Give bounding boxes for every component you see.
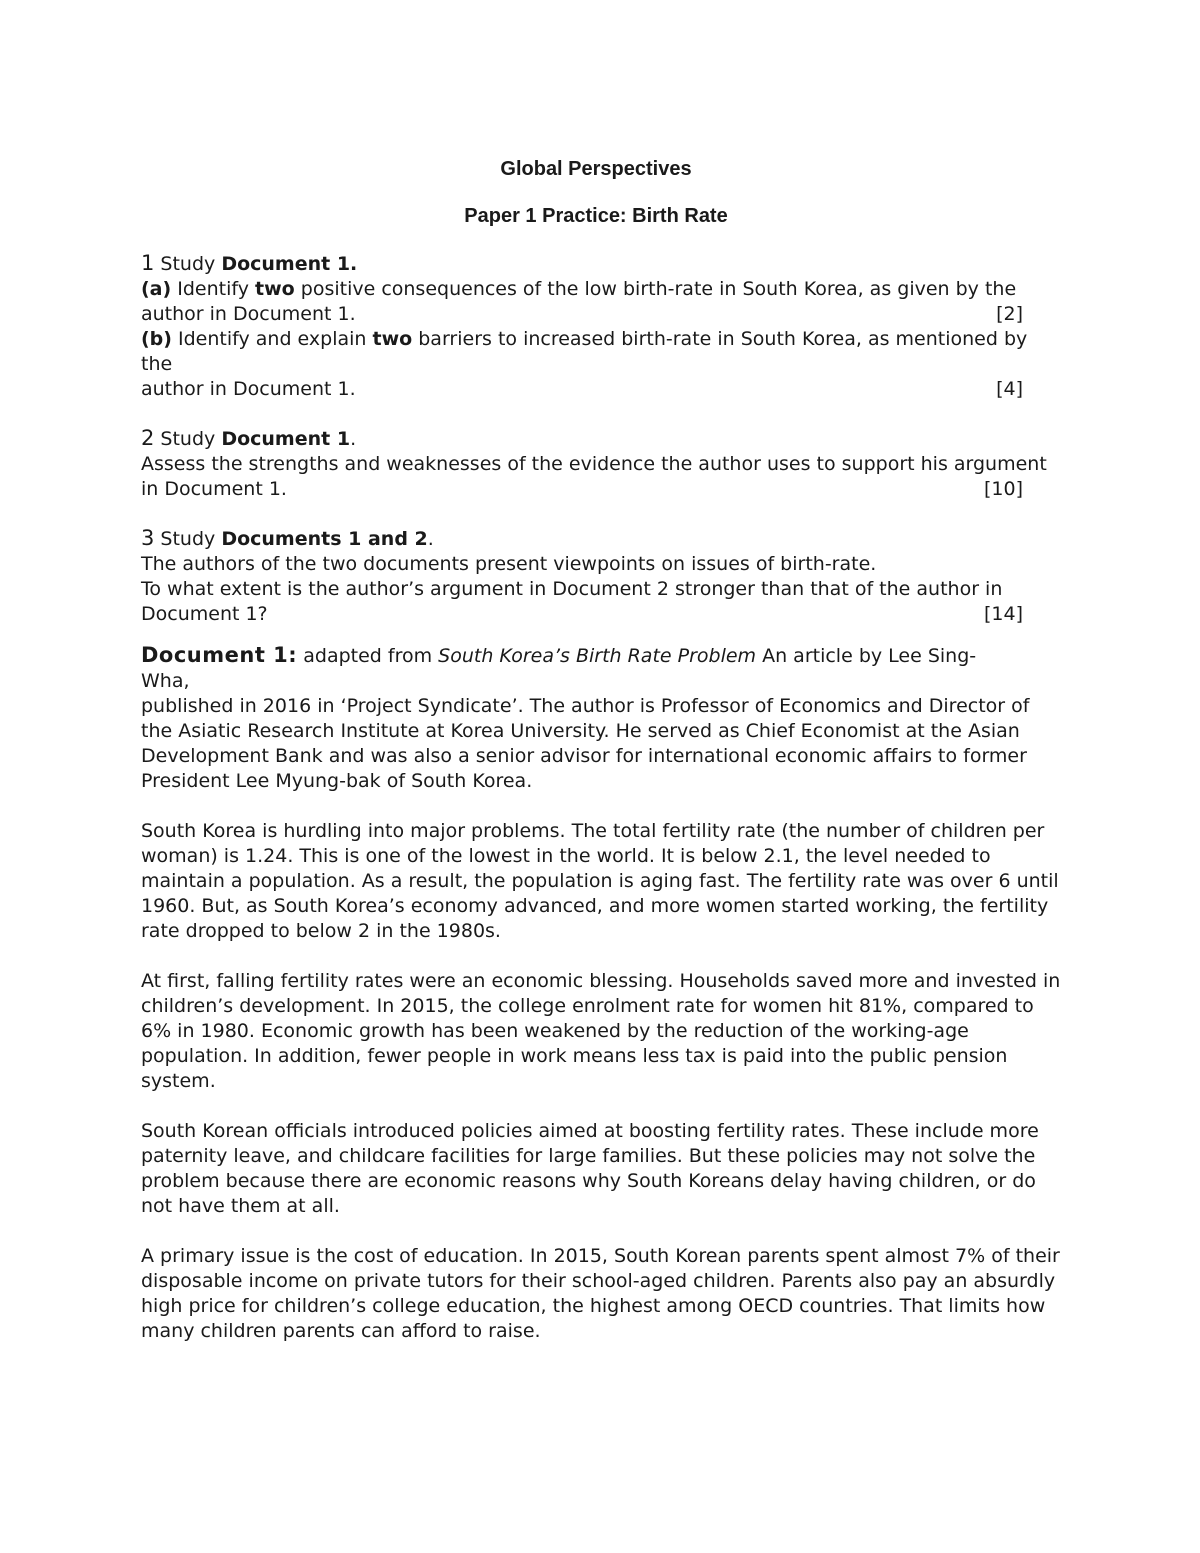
emphasis-two: two	[372, 328, 413, 350]
study-text: Study	[154, 528, 222, 550]
question-1a	[141, 277, 1051, 302]
marks-label: [14]	[983, 603, 1023, 625]
question-3-line3	[141, 602, 1051, 627]
marks-label: [10]	[983, 478, 1023, 500]
document-1-body	[141, 819, 1061, 1344]
question-2-heading	[141, 426, 1051, 452]
paragraph-line: A primary issue is the cost of education. In 2015, South Korean parents spent almost 7% of their	[141, 1245, 1060, 1267]
document-ref: Document 1.	[221, 253, 358, 275]
paragraph-line: not have them at all.	[141, 1195, 340, 1217]
question-number: 2	[141, 426, 155, 450]
paragraph-line: children’s development. In 2015, the college enrolment rate for women hit 81%, compared to	[141, 995, 1034, 1017]
question-2-line2	[141, 477, 1051, 502]
document-1-header	[141, 643, 1051, 794]
document-1-source-line	[141, 643, 1051, 669]
question-3-line1	[141, 552, 1051, 577]
question-1b	[141, 327, 1051, 352]
question-1a-line2	[141, 302, 1051, 327]
source-title: South Korea’s Birth Rate Problem	[438, 645, 757, 667]
page-title: Global Perspectives	[500, 158, 692, 180]
question-3-heading	[141, 526, 1051, 552]
question-text: Identify and explain	[171, 328, 373, 350]
document-1-source-line2	[141, 669, 1051, 694]
document-ref: Document 1	[221, 428, 351, 450]
paragraph-line: South Korean officials introduced policies aimed at boosting fertility rates. These include more	[141, 1120, 1039, 1142]
paragraph-line: paternity leave, and childcare facilities for large families. But these policies may not solve the	[141, 1145, 1036, 1167]
period: .	[350, 428, 357, 450]
question-text: in Document 1.	[141, 478, 287, 500]
paragraph-line: high price for children’s college education, the highest among OECD countries. That limits how	[141, 1295, 1046, 1317]
part-label: (a)	[141, 278, 172, 300]
body-paragraph	[141, 969, 1061, 1094]
question-text: author in Document 1.	[141, 303, 356, 325]
paragraph-line: system.	[141, 1070, 216, 1092]
question-1b-line2	[141, 352, 1051, 377]
paragraph-line: maintain a population. As a result, the population is aging fast. The fertility rate was over 6 until	[141, 870, 1059, 892]
paragraph-line: At first, falling fertility rates were an economic blessing. Households saved more and invested in	[141, 970, 1061, 992]
study-text: Study	[154, 428, 222, 450]
paragraph-line: many children parents can afford to raise.	[141, 1320, 541, 1342]
question-number: 1	[141, 251, 155, 275]
paragraph-line: woman) is 1.24. This is one of the lowest in the world. It is below 2.1, the level needed to	[141, 845, 991, 867]
question-1-heading	[141, 251, 1051, 277]
marks-label: [2]	[996, 303, 1023, 325]
question-text: positive consequences of the low birth-rate in South Korea, as given by the	[294, 278, 1017, 300]
body-paragraph	[141, 1119, 1051, 1219]
page-content	[141, 157, 1061, 1344]
question-number: 3	[141, 526, 155, 550]
body-paragraph	[141, 819, 1059, 944]
question-1b-line3	[141, 377, 1051, 402]
paragraph-line: problem because there are economic reasons why South Koreans delay having children, or do	[141, 1170, 1036, 1192]
question-text: Assess the strengths and weaknesses of the evidence the author uses to support his argument	[141, 453, 1047, 475]
paragraph-line: 6% in 1980. Economic growth has been weakened by the reduction of the working-age	[141, 1020, 969, 1042]
question-3-line2	[141, 577, 1051, 602]
question-text: barriers to increased birth-rate in South Korea, as mentioned by	[412, 328, 1028, 350]
period: .	[427, 528, 434, 550]
paragraph-line: disposable income on private tutors for their school-aged children. Parents also pay an absurdly	[141, 1270, 1056, 1292]
question-2	[141, 426, 1051, 502]
author-bio-line: Development Bank and was also a senior advisor for international economic affairs to former	[141, 745, 1027, 767]
part-label: (b)	[141, 328, 172, 350]
paragraph-line: 1960. But, as South Korea’s economy advanced, and more women started working, the fertility	[141, 895, 1049, 917]
document-label: Document 1:	[141, 643, 298, 667]
source-text: adapted from	[297, 645, 439, 667]
question-text: Document 1?	[141, 603, 268, 625]
study-text: Study	[154, 253, 222, 275]
page-subtitle: Paper 1 Practice: Birth Rate	[464, 205, 728, 227]
source-text: An article by Lee Sing-	[756, 645, 977, 667]
question-text: To what extent is the author’s argument in Document 2 stronger than that of the author in	[141, 578, 1003, 600]
question-text: the	[141, 353, 173, 375]
paragraph-line: South Korea is hurdling into major problems. The total fertility rate (the number of children per	[141, 820, 1045, 842]
document-ref: Documents 1 and 2	[221, 528, 428, 550]
author-bio-line: published in 2016 in ‘Project Syndicate’. The author is Professor of Economics and Director of	[141, 695, 1030, 717]
author-bio-line: President Lee Myung-bak of South Korea.	[141, 770, 533, 792]
question-text: author in Document 1.	[141, 378, 356, 400]
source-text: Wha,	[141, 670, 190, 692]
question-text: Identify	[171, 278, 256, 300]
question-1	[141, 251, 1051, 402]
paragraph-line: population. In addition, fewer people in work means less tax is paid into the public pension	[141, 1045, 1008, 1067]
paragraph-line: rate dropped to below 2 in the 1980s.	[141, 920, 501, 942]
marks-label: [4]	[996, 378, 1023, 400]
question-text: The authors of the two documents present viewpoints on issues of birth-rate.	[141, 553, 877, 575]
emphasis-two: two	[255, 278, 295, 300]
question-3	[141, 526, 1051, 627]
body-paragraph	[141, 1244, 1060, 1344]
question-2-line1	[141, 452, 1051, 477]
author-bio-line: the Asiatic Research Institute at Korea University. He served as Chief Economist at the Asian	[141, 720, 1020, 742]
